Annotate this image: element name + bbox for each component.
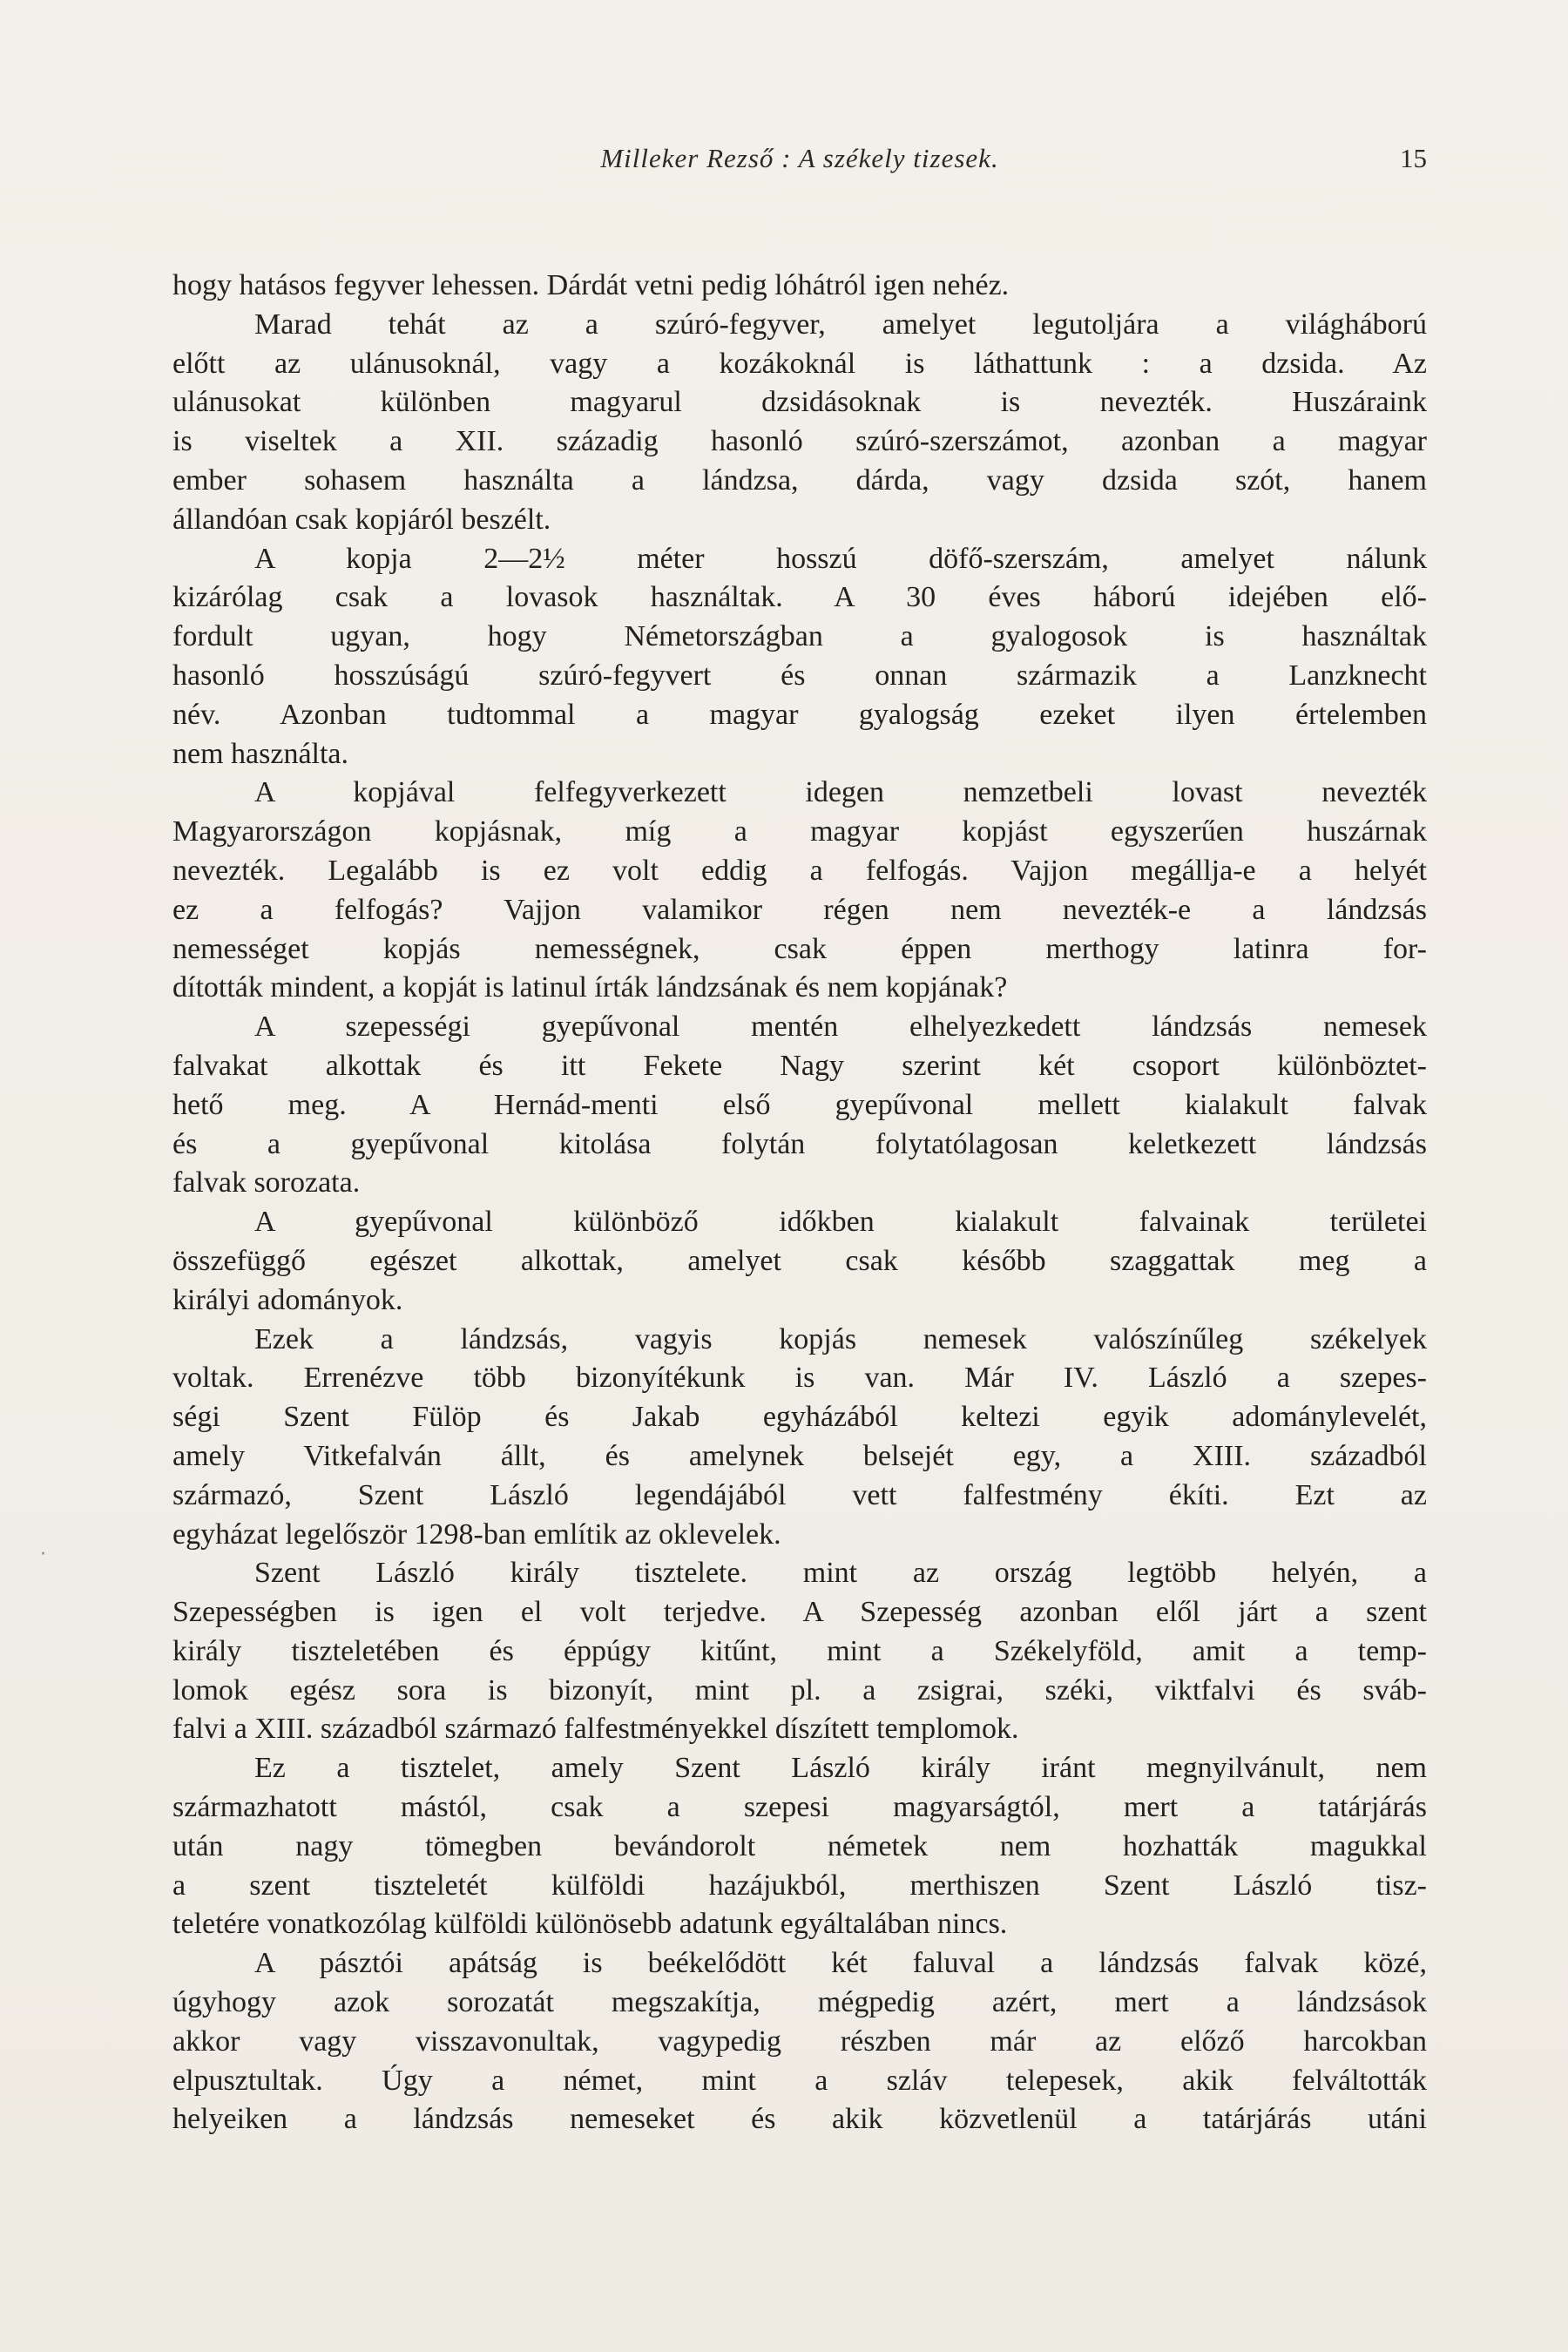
text-line: ulánusokat különben magyarul dzsidásoknak is nevezték. Huszáraink xyxy=(172,386,1427,419)
text-line: nevezték. Legalább is ez volt eddig a felfogás. Vajjon megállja-e a helyét xyxy=(172,854,1427,887)
text-line: név. Azonban tudtommal a magyar gyalogság ezeket ilyen értelemben xyxy=(172,698,1427,731)
text-line: ségi Szent Fülöp és Jakab egyházából keltezi egyik adománylevelét, xyxy=(172,1401,1427,1434)
page-header xyxy=(172,143,1427,195)
text-line: A szepességi gyepűvonal mentén elhelyezkedett lándzsás nemesek xyxy=(254,1010,1427,1044)
text-line: is viseltek a XII. századig hasonló szúró-szerszámot, azonban a magyar xyxy=(172,425,1427,458)
text-line: teletére vonatkozólag külföldi különösebb adatunk egyáltalában nincs. xyxy=(172,1908,1008,1941)
text-line: állandóan csak kopjáról beszélt. xyxy=(172,503,551,536)
text-line: nemességet kopjás nemességnek, csak éppen merthogy latinra for- xyxy=(172,932,1427,965)
text-line: és a gyepűvonal kitolása folytán folytatólagosan keletkezett lándzsás xyxy=(172,1127,1427,1160)
text-line: fordult ugyan, hogy Németországban a gyalogosok is használtak xyxy=(172,620,1427,653)
text-line: Szepességben is igen el volt terjedve. A Szepesség azonban elől járt a szent xyxy=(172,1596,1427,1629)
text-line: helyeiken a lándzsás nemeseket és akik közvetlenül a tatárjárás utáni xyxy=(172,2103,1427,2136)
text-line: A kopjával felfegyverkezett idegen nemzetbeli lovast nevezték xyxy=(254,776,1427,809)
text-line: lomok egész sora is bizonyít, mint pl. a zsigrai, széki, viktfalvi és sváb- xyxy=(172,1673,1427,1707)
text-line: nem használta. xyxy=(172,737,349,770)
text-line: után nagy tömegben bevándorolt németek nem hozhatták magukkal xyxy=(172,1829,1427,1862)
text-line: úgyhogy azok sorozatát megszakítja, mégpedig azért, mert a lándzsások xyxy=(172,1986,1427,2019)
running-title: Milleker Rezső : A székely tizesek. xyxy=(600,143,999,173)
text-line: egyházat legelőször 1298-ban említik az oklevelek. xyxy=(172,1517,781,1551)
text-line: Ez a tisztelet, amely Szent László király iránt megnyilvánult, nem xyxy=(254,1752,1427,1785)
text-line: A pásztói apátság is beékelődött két faluval a lándzsás falvak közé, xyxy=(254,1947,1427,1980)
text-line: hasonló hosszúságú szúró-fegyvert és onnan származik a Lanzknecht xyxy=(172,659,1427,692)
text-line: dították mindent, a kopját is latinul írták lándzsának és nem kopjának? xyxy=(172,971,1008,1004)
text-line: előtt az ulánusoknál, vagy a kozákoknál is láthattunk : a dzsida. Az xyxy=(172,347,1427,380)
text-line: hető meg. A Hernád-menti első gyepűvonal mellett kialakult falvak xyxy=(172,1088,1427,1121)
text-line: A kopja 2—2½ méter hosszú döfő-szerszám, amelyet nálunk xyxy=(254,542,1427,575)
text-line: hogy hatásos fegyver lehessen. Dárdát vetni pedig lóhátról igen nehéz. xyxy=(172,269,1010,301)
text-line: voltak. Errenézve több bizonyítékunk is van. Már IV. László a szepes- xyxy=(172,1362,1427,1395)
text-line: akkor vagy visszavonultak, vagypedig részben már az előző harcokban xyxy=(172,2024,1427,2058)
text-line: A gyepűvonal különböző időkben kialakult falvainak területei xyxy=(254,1206,1427,1239)
text-line: falvi a XIII. századból származó falfestményekkel díszített templomok. xyxy=(172,1713,1019,1746)
text-line: Szent László király tisztelete. mint az ország legtöbb helyén, a xyxy=(254,1557,1427,1590)
text-line: ez a felfogás? Vajjon valamikor régen nem nevezték-e a lándzsás xyxy=(172,893,1427,926)
text-line: Ezek a lándzsás, vagyis kopjás nemesek valószínűleg székelyek xyxy=(254,1322,1427,1355)
text-line: elpusztultak. Úgy a német, mint a szláv telepesek, akik felváltották xyxy=(172,2064,1427,2097)
text-line: falvakat alkottak és itt Fekete Nagy szerint két csoport különböztet- xyxy=(172,1049,1427,1082)
page-number: 15 xyxy=(1400,143,1427,173)
text-line: kizárólag csak a lovasok használtak. A 30 éves háború idejében elő- xyxy=(172,581,1427,614)
text-line: amely Vitkefalván állt, és amelynek belsejét egy, a XIII. századból xyxy=(172,1439,1427,1472)
text-line: származó, Szent László legendájából vett falfestmény ékíti. Ezt az xyxy=(172,1478,1427,1511)
text-line: ember sohasem használta a lándzsa, dárda, vagy dzsida szót, hanem xyxy=(172,463,1427,497)
text-line: király tiszteletében és éppúgy kitűnt, mint a Székelyföld, amit a temp- xyxy=(172,1634,1427,1667)
print-speck: · xyxy=(40,1544,46,1565)
text-line: falvak sorozata. xyxy=(172,1166,361,1200)
text-line: Magyarországon kopjásnak, míg a magyar kopjást egyszerűen huszárnak xyxy=(172,815,1427,848)
text-line: összefüggő egészet alkottak, amelyet csak később szaggattak meg a xyxy=(172,1244,1427,1277)
text-line: a szent tiszteletét külföldi hazájukból, merthiszen Szent László tisz- xyxy=(172,1869,1427,1902)
text-line: Marad tehát az a szúró-fegyver, amelyet legutoljára a világháború xyxy=(254,308,1427,341)
body-text xyxy=(172,267,1427,2139)
text-line: királyi adományok. xyxy=(172,1283,403,1316)
text-line: származhatott mástól, csak a szepesi magyarságtól, mert a tatárjárás xyxy=(172,1791,1427,1824)
